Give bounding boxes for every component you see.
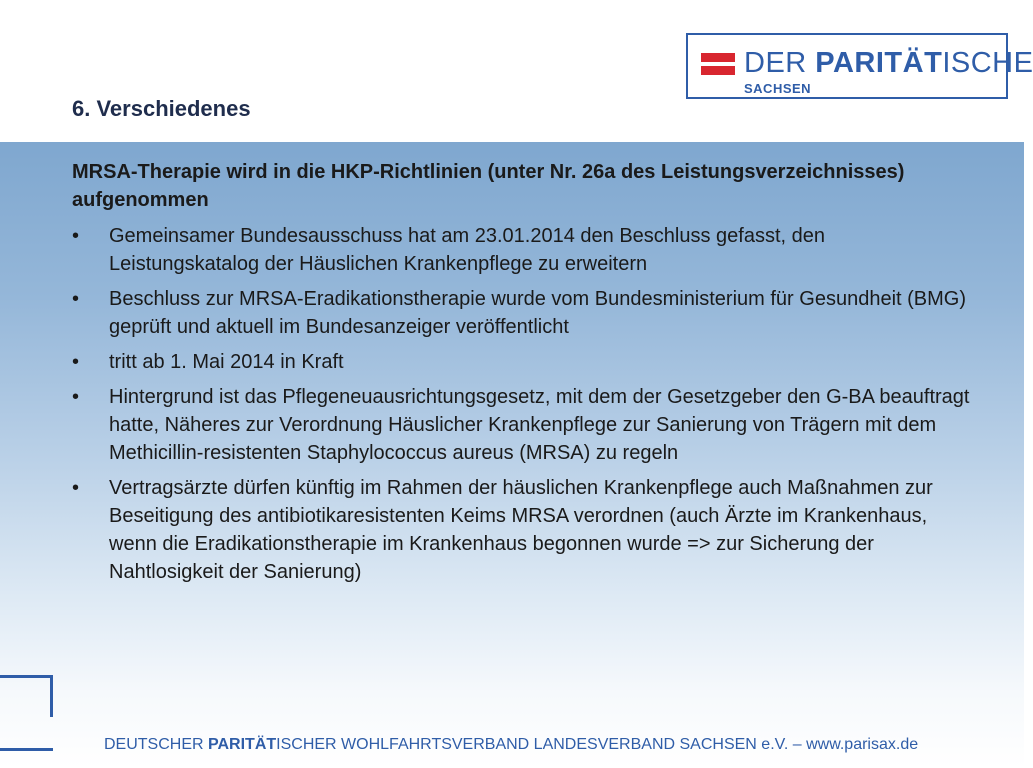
bullet-icon: • [72, 288, 80, 310]
logo-bold: PARITÄT [815, 47, 943, 79]
list-item [72, 474, 972, 586]
footer-text [104, 736, 918, 754]
bullet-text: Gemeinsamer Bundesausschuss hat am 23.01.2014 den Beschluss gefasst, den Leistungskatalog der Häuslichen Krankenpflege zu erweitern [109, 225, 825, 275]
bullet-text: Hintergrund ist das Pflegeneuausrichtungsgesetz, mit dem der Gesetzgeber den G-BA beauftragt hatte, Näheres zur Verordnung Häuslicher Krankenpflege zur Sanierung von Trägern mit dem Methicillin-resistenten Staphylococcus aureus (MRSA) zu regeln [109, 386, 970, 464]
logo-red-bar-top [701, 53, 735, 62]
slide-content [72, 158, 972, 593]
bullet-list [72, 222, 972, 586]
corner-decoration-vertical [50, 675, 53, 717]
footer-bold: PARITÄT [208, 736, 277, 753]
list-item [72, 348, 972, 376]
logo-suffix: ISCHE [942, 47, 1033, 79]
logo-red-bar-bottom [701, 66, 735, 75]
bullet-icon: • [72, 225, 80, 247]
bullet-icon: • [72, 386, 80, 408]
list-item [72, 285, 972, 341]
bullet-text: tritt ab 1. Mai 2014 in Kraft [109, 351, 344, 373]
paritaetische-sachsen-logo [686, 33, 1033, 99]
logo-wordmark [744, 47, 1033, 80]
footer-prefix: DEUTSCHER [104, 736, 209, 753]
section-subheading: MRSA-Therapie wird in die HKP-Richtlinien (unter Nr. 26a des Leistungsverzeichnisses) aufgenommen [72, 161, 905, 211]
bullet-icon: • [72, 477, 80, 499]
bullet-text: Vertragsärzte dürfen künftig im Rahmen der häuslichen Krankenpflege auch Maßnahmen zur Beseitigung des antibiotikaresistenten Keims MRSA verordnen (auch Ärzte im Krankenhaus, wenn die Eradikationstherapie im Krankenhaus begonnen wurde => zur Sicherung der Nahtlosigkeit der Sanierung) [109, 477, 933, 583]
list-item [72, 383, 972, 467]
footer-suffix: ISCHER WOHLFAHRTSVERBAND LANDESVERBAND SACHSEN e.V. – www.parisax.de [276, 736, 919, 753]
list-item [72, 222, 972, 278]
slide-title: 6. Verschiedenes [72, 96, 251, 121]
bullet-text: Beschluss zur MRSA-Eradikationstherapie wurde vom Bundesministerium für Gesundheit (BMG) geprüft und aktuell im Bundesanzeiger veröffentlicht [109, 288, 967, 338]
logo-subtitle: SACHSEN [744, 81, 812, 96]
corner-decoration-bottom [0, 748, 53, 751]
logo-prefix: DER [744, 47, 816, 79]
corner-decoration-top [0, 675, 53, 678]
bullet-icon: • [72, 351, 80, 373]
